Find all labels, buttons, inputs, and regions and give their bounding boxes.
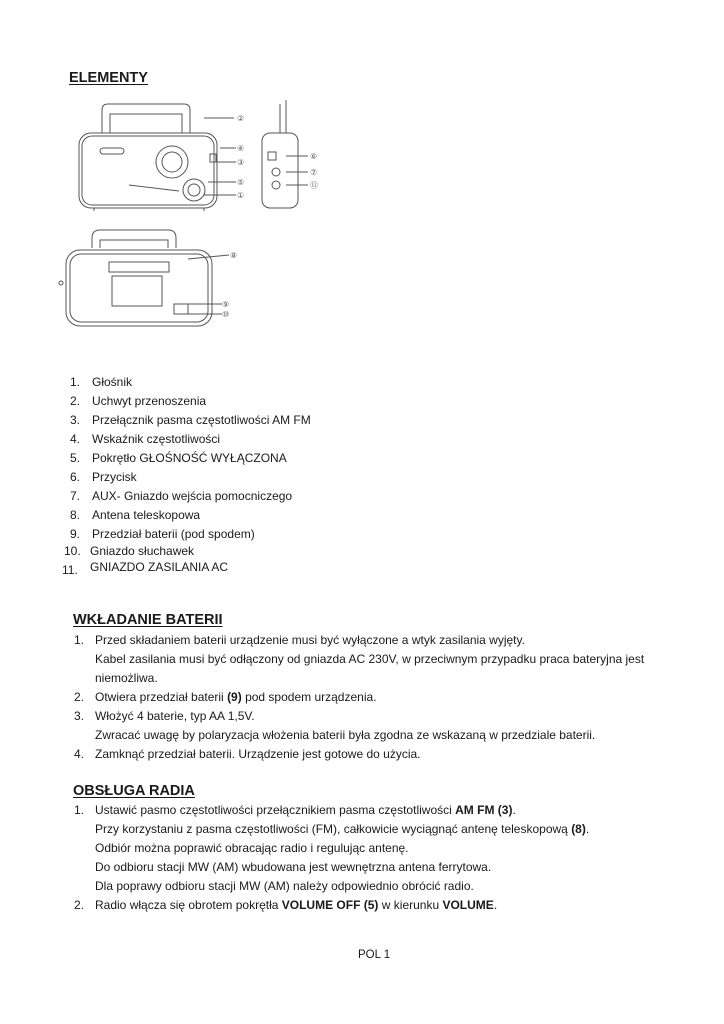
list-item: 8. Antena teleskopowa [70,508,201,522]
battery-step-1-line-3: niemożliwa. [95,671,158,685]
section-heading-elementy: ELEMENTY [69,70,148,86]
battery-step-1: 1. Przed składaniem baterii urządzenie musi być wyłączone a wtyk zasilania wyjęty. [74,633,525,647]
list-item: 11. GNIAZDO ZASILANIA AC [62,560,229,577]
radio-illustration [54,98,344,348]
list-item: 6. Przycisk [70,470,137,484]
list-number: 3. [70,413,81,427]
callout-6: ⑥ [310,152,318,161]
battery-step-1-line-2: Kabel zasilania musi być odłączony od gniazda AC 230V, w przeciwnym przypadku praca bateryjna jest [95,652,645,666]
radio-step-2: 2. Radio włącza się obrotem pokrętła VOLUME OFF (5) w kierunku VOLUME. [74,898,498,912]
callout-10: ⑩ [222,310,230,319]
list-item: 7. AUX- Gniazdo wejścia pomocniczego [70,489,293,503]
list-item: 3. Przełącznik pasma częstotliwości AM FM [70,413,311,427]
list-item: 9. Przedział baterii (pod spodem) [70,527,255,541]
callout-1: ① [237,191,245,200]
radio-step-1: 1. Ustawić pasmo częstotliwości przełącznikiem pasma częstotliwości AM FM (3). [74,803,516,817]
radio-step-1-line-5: Dla poprawy odbioru stacji MW (AM) należy odpowiednio obrócić radio. [95,879,474,893]
callout-9: ⑨ [222,300,230,309]
radio-side-view [262,100,308,208]
list-number: 7. [70,489,81,503]
callout-5: ⑤ [237,178,245,187]
radio-step-1-line-4: Do odbioru stacji MW (AM) wbudowana jest wewnętrzna antena ferrytowa. [95,860,492,874]
list-number: 1. [70,375,81,389]
list-number: 4. [70,432,81,446]
list-number: 2. [70,394,81,408]
battery-step-2: 2. Otwiera przedział baterii (9) pod spodem urządzenia. [74,690,377,704]
callout-2: ② [237,114,245,123]
radio-step-1-line-2: Przy korzystaniu z pasma częstotliwości (FM), całkowicie wyciągnąć antenę teleskopową (8). [95,822,590,836]
list-number: 8. [70,508,81,522]
list-item: 10. Gniazdo słuchawek [64,544,195,558]
battery-step-3: 3. Włożyć 4 baterie, typ AA 1,5V. [74,709,255,723]
list-number: 6. [70,470,81,484]
list-item: 1. Głośnik [70,375,133,389]
battery-step-3-line-2: Zwracać uwagę by polaryzacja włożenia baterii była zgodna ze wskazaną w przedziale baterii. [95,728,596,742]
list-item: 5. Pokrętło GŁOŚNOŚĆ WYŁĄCZONA [70,451,287,465]
callout-4: ④ [237,144,245,153]
list-item: 2. Uchwyt przenoszenia [70,394,207,408]
radio-step-1-line-3: Odbiór można poprawić obracając radio i regulując antenę. [95,841,409,855]
list-number: 5. [70,451,81,465]
list-number: 9. [70,527,81,541]
list-number: 11. [62,563,78,577]
callout-7: ⑦ [310,168,318,177]
section-heading-radio: OBSŁUGA RADIA [73,783,195,799]
list-item: 4. Wskaźnik częstotliwości [70,432,221,446]
list-number: 10. [64,544,81,558]
callout-3: ③ [237,158,245,167]
section-heading-battery: WKŁADANIE BATERII [73,612,223,628]
battery-step-4: 4. Zamknąć przedział baterii. Urządzenie jest gotowe do użycia. [74,747,421,761]
callout-11: ⑪ [310,181,318,190]
page-number: POL 1 [358,949,391,961]
radio-front-view [79,104,217,211]
callout-8: ⑧ [230,251,238,260]
radio-back-view [59,230,229,326]
